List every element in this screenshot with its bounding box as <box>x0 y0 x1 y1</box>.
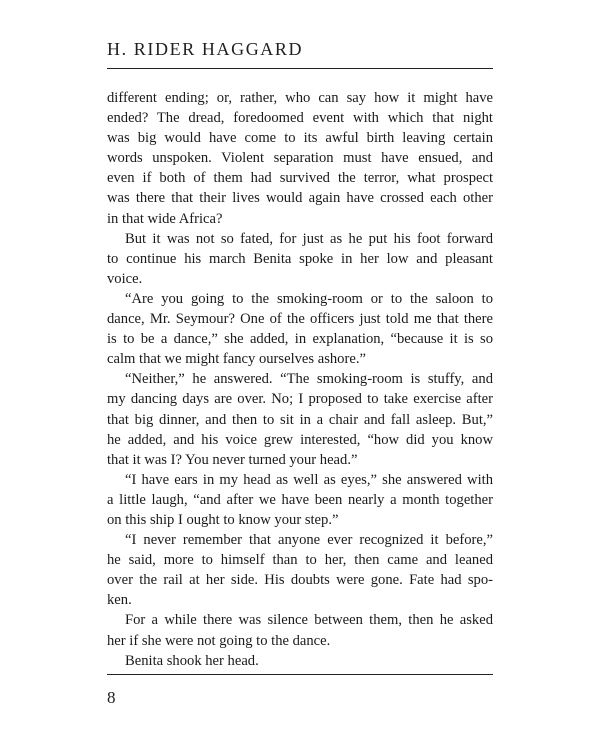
text-line: For a while there was silence between them, then he asked <box>125 612 493 629</box>
text-line: “Are you going to the smoking-room or to the saloon to <box>125 290 493 307</box>
text-line: “I never remember that anyone ever recognized it before,” <box>125 532 493 549</box>
text-line: ended? The dread, foredoomed event with which that night <box>107 110 493 127</box>
text-line: that it was I? You never turned your head.” <box>107 451 358 468</box>
text-line: her if she were not going to the dance. <box>107 632 331 649</box>
text-line: to continue his march Benita spoke in her low and pleasant <box>107 250 493 267</box>
text-line: over the rail at her side. His doubts were gone. Fate had spo- <box>107 572 493 589</box>
text-line: different ending; or, rather, who can say how it might have <box>107 90 493 106</box>
footer-rule <box>107 674 493 675</box>
text-line: is to be a dance,” she added, in explanation, “because it is so <box>107 331 493 348</box>
text-line: dance, Mr. Seymour? One of the officers just told me that there <box>107 311 493 328</box>
text-line: calm that we might fancy ourselves ashore.” <box>107 351 366 368</box>
running-head: H. RIDER HAGGARD <box>107 39 304 59</box>
text-line: words unspoken. Violent separation must have ensued, and <box>107 150 493 167</box>
text-line: my dancing days are over. No; I proposed to take exercise after <box>107 391 493 408</box>
text-line: even if both of them had survived the terror, what prospect <box>107 170 493 187</box>
text-line: “Neither,” he answered. “The smoking-room is stuffy, and <box>125 371 493 388</box>
text-line: in that wide Africa? <box>107 210 223 227</box>
text-line: ken. <box>107 592 132 609</box>
page-number: 8 <box>107 688 116 707</box>
header-rule <box>107 68 493 69</box>
text-line: But it was not so fated, for just as he put his foot forward <box>125 230 493 247</box>
text-line: voice. <box>107 270 143 287</box>
text-line: he said, more to himself than to her, then came and leaned <box>107 552 493 569</box>
text-line: was big would have come to its awful birth leaving certain <box>107 130 493 147</box>
text-line: Benita shook her head. <box>125 652 259 669</box>
text-line: he added, and his voice grew interested, “how did you know <box>107 431 493 448</box>
text-line: on this ship I ought to know your step.” <box>107 511 339 528</box>
text-line: was there that their lives would again have crossed each other <box>107 190 493 207</box>
text-line: a little laugh, “and after we have been nearly a month together <box>107 491 493 508</box>
body-text <box>107 88 493 671</box>
text-line: “I have ears in my head as well as eyes,” she answered with <box>125 471 493 488</box>
text-line: that big dinner, and then to sit in a chair and fall asleep. But,” <box>107 411 493 428</box>
